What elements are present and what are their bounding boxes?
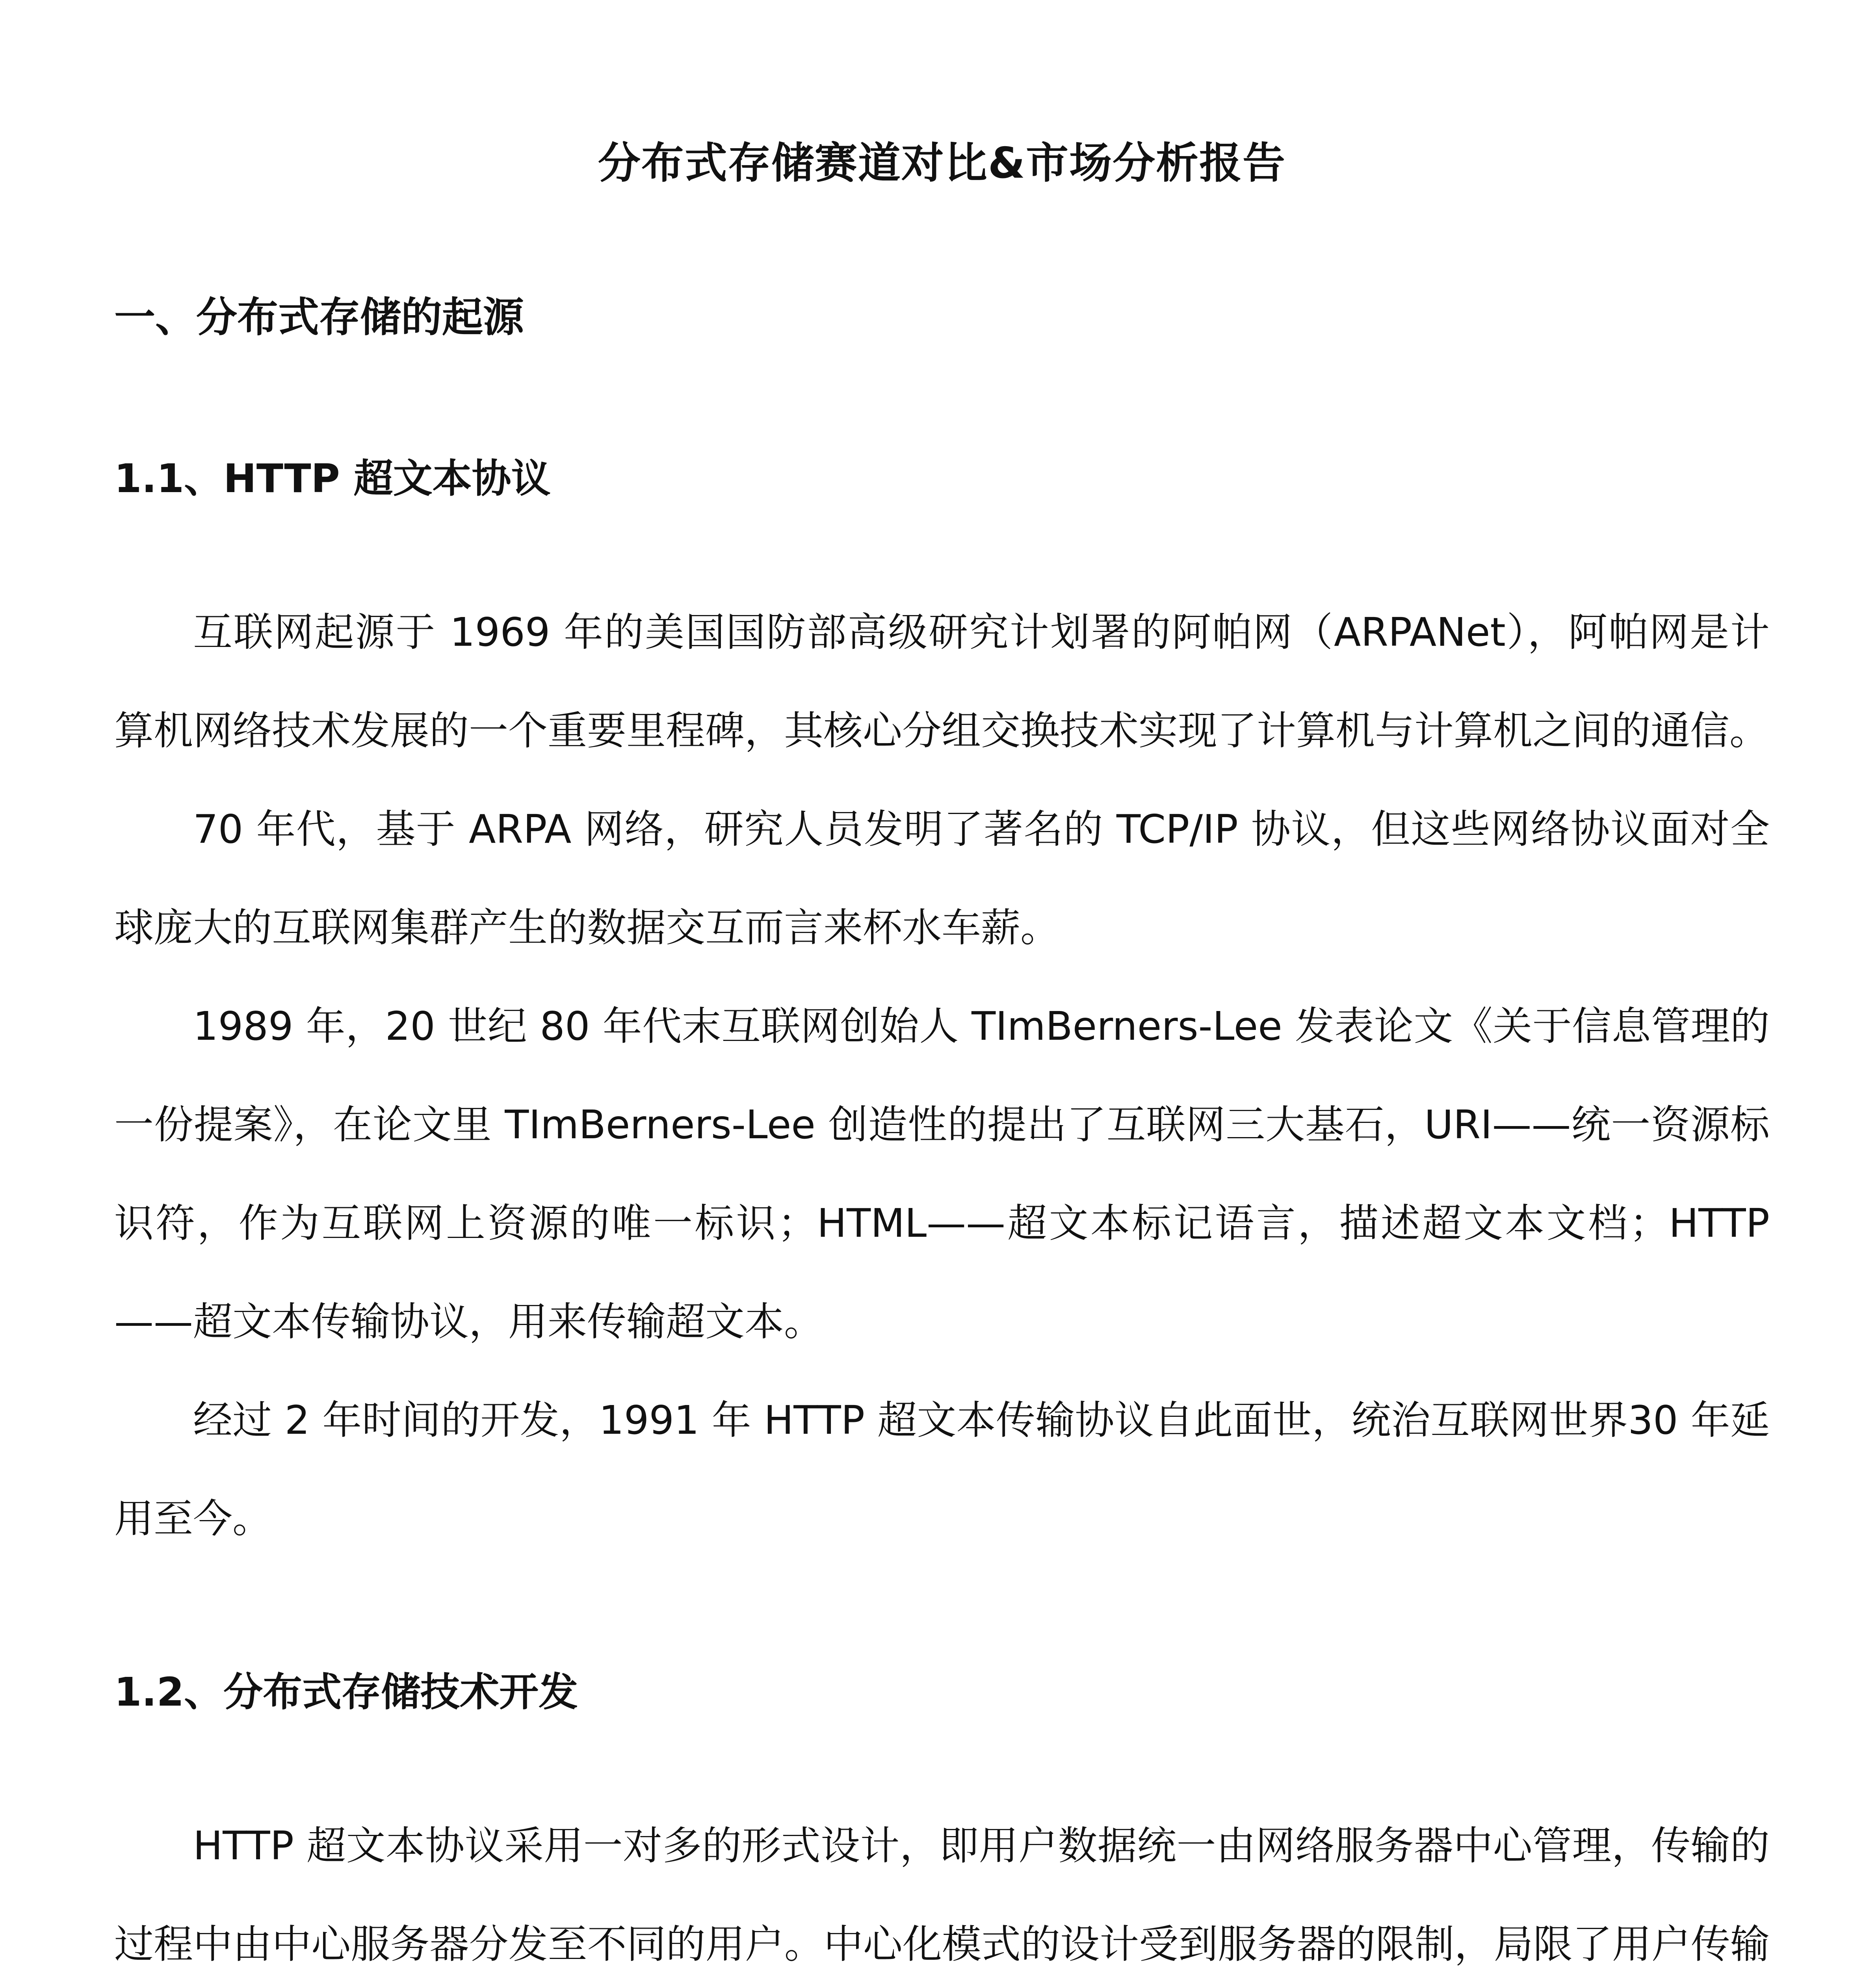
subsection-heading-http: 1.1、HTTP 超文本协议	[114, 455, 551, 502]
paragraph: 经过 2 年时间的开发，1991 年 HTTP 超文本传输协议自此面世，统治互联网世界30 年延用至今。	[114, 1397, 1770, 1542]
subsection-body-distributed-storage	[114, 1797, 1770, 1970]
paragraph: 互联网起源于 1969 年的美国国防部高级研究计划署的阿帕网（ARPANet），阿帕网是计算机网络技术发展的一个重要里程碑，其核心分组交换技术实现了计算机与计算机之间的通信。	[114, 609, 1770, 754]
paragraph: 1989 年，20 世纪 80 年代末互联网创始人 TImBerners-Lee 发表论文《关于信息管理的一份提案》，在论文里 TImBerners-Lee 创造性的提出了互联网三大基石，URI——统一资源标识符，作为互联网上资源的唯一标识；HTML——超文本标记语言，描述超文本文档；HTTP——超文本传输协议，用来传输超文本。	[114, 1003, 1770, 1345]
paragraph: 70 年代，基于 ARPA 网络，研究人员发明了著名的 TCP/IP 协议，但这些网络协议面对全球庞大的互联网集群产生的数据交互而言来杯水车薪。	[114, 806, 1770, 951]
section-heading-origin: 一、分布式存储的起源	[114, 293, 524, 341]
subsection-body-http	[114, 583, 1770, 1568]
subsection-heading-distributed-storage: 1.2、分布式存储技术开发	[114, 1669, 578, 1715]
document-title: 分布式存储赛道对比&市场分析报告	[598, 139, 1286, 188]
paragraph: HTTP 超文本协议采用一对多的形式设计，即用户数据统一由网络服务器中心管理，传输的过程中由中心服务器分发至不同的用户。中心化模式的设计受到服务器的限制，局限了用户传输	[114, 1823, 1770, 1967]
